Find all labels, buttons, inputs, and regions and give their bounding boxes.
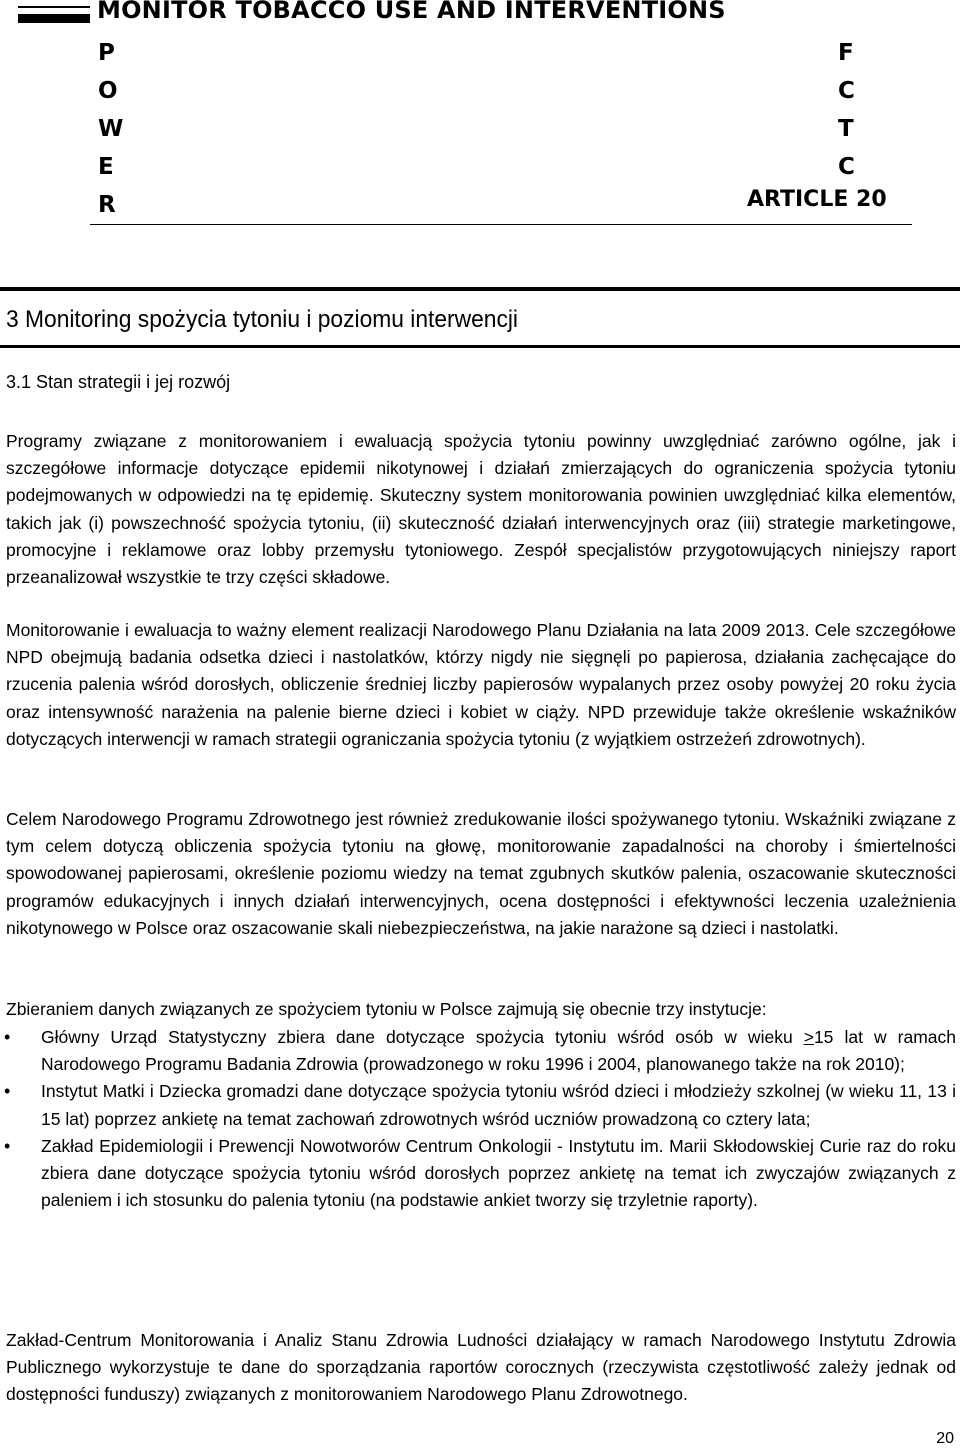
banner-title: MONITOR TOBACCO USE AND INTERVENTIONS [97,0,726,24]
section-rule-bottom [0,345,960,348]
list-item-text: Główny Urząd Statystyczny zbiera dane dotyczące spożycia tytoniu wśród osób w wieku [41,1027,804,1047]
bullet-icon: • [4,1081,11,1102]
article-label: ARTICLE 20 [747,187,887,212]
power-letter: R [98,192,116,218]
bullet-icon: • [4,1027,11,1047]
power-letter: W [98,116,124,142]
power-letter: P [98,40,115,66]
list-item [0,1024,956,1078]
paragraph-3: Celem Narodowego Programu Zdrowotnego jest również zredukowanie ilości spożywanego tytoniu. Wskaźniki związane z tym celem dotyczą obliczenia spożycia tytoniu na głowę, monitorowanie zapadalności na choroby i śmiertelności spowodowanej papierosami, określenie poziomu wiedzy na temat zgubnych skutków palenia, oszacowanie skuteczności programów edukacyjnych i innych działań interwencyjnych, ocena dostępności i efektywności leczenia uzależnienia nikotynowego w Polsce oraz oszacowanie skali niebezpieczeństwa, na jakie narażone są dzieci i nastolatki. [6,809,956,938]
fctc-acronym [838,34,855,186]
header-rule-top [18,6,90,8]
list-item [0,1133,956,1215]
fctc-letter: T [838,116,854,142]
list-item-text: 15 lat w ramach Narodowego Programu Badania Zdrowia (prowadzonego w roku 1996 i 2004, planowanego także na rok 2010); [41,1027,956,1075]
fctc-letter: F [838,40,854,66]
fctc-letter: C [838,78,855,104]
paragraph-4: Zbieraniem danych związanych ze spożyciem tytoniu w Polsce zajmują się obecnie trzy instytucje: [6,999,767,1019]
list-item-text: Instytut Matki i Dziecka gromadzi dane dotyczące spożycia tytoniu wśród dzieci i młodzieży szkolnej (w wieku 11, 13 i 15 lat) poprzez ankietę na temat zachowań zdrowotnych wśród uczniów prowadzoną co cztery lata; [41,1081,956,1129]
power-acronym [98,34,123,224]
paragraph-5: Zakład-Centrum Monitorowania i Analiz Stanu Zdrowia Ludności działający w ramach Narodowego Instytutu Zdrowia Publicznego wykorzystuje te dane do sporządzania raportów corocznych (rzeczywista częstotliwość zależy jednak od dostępności funduszy) związanych z monitorowaniem Narodowego Planu Zdrowotnego. [6,1330,956,1405]
fctc-letter: C [838,154,855,180]
header-underline [90,224,912,225]
section-heading: 3 Monitoring spożycia tytoniu i poziomu interwencji [6,306,518,333]
paragraph-2: Monitorowanie i ewaluacja to ważny element realizacji Narodowego Planu Działania na lata 2009 2013. Cele szczegółowe NPD obejmują badania odsetka dzieci i nastolatków, którzy nigdy nie sięgnęli po papierosa, działania zachęcające do rzucenia palenia wśród dorosłych, obliczenie średniej liczby papierosów wypalanych przez osoby powyżej 20 roku życia oraz intensywność narażenia na palenie bierne dzieci i kobiet w ciąży. NPD przewiduje także określenie wskaźników dotyczących interwencji w ramach strategii ograniczania spożycia tytoniu (z wyjątkiem ostrzeżeń zdrowotnych). [6,620,956,749]
header-rule-bar [18,14,90,23]
power-letter: E [98,154,114,180]
list-item-symbol: > [803,1027,814,1047]
list-item-text: Zakład Epidemiologii i Prewencji Nowotworów Centrum Onkologii - Instytutu im. Marii Skłodowskiej Curie raz do roku zbiera dane dotyczące spożycia tytoniu wśród dorosłych poprzez ankietę na temat ich zwyczajów związanych z paleniem i ich stosunku do palenia tytoniu (na podstawie ankiet tworzy się trzyletnie raporty). [41,1135,956,1211]
page-number: 20 [936,1430,954,1447]
power-letter: O [98,78,118,104]
bullet-icon: • [4,1135,11,1156]
subsection-heading: 3.1 Stan strategii i jej rozwój [6,372,231,392]
institutions-list [0,1024,956,1214]
paragraph-1: Programy związane z monitorowaniem i ewaluacją spożycia tytoniu powinny uwzględniać zarówno ogólne, jak i szczegółowe informacje dotyczące epidemii nikotynowej i działań zmierzających do ograniczenia spożycia tytoniu podejmowanych w odpowiedzi na tę epidemię. Skuteczny system monitorowania powinien uwzględniać kilka elementów, takich jak (i) powszechność spożycia tytoniu, (ii) skuteczność działań interwencyjnych oraz (iii) strategie marketingowe, promocyjne i reklamowe oraz lobby przemysłu tytoniowego. Zespół specjalistów przygotowujących niniejszy raport przeanalizował wszystkie te trzy części składowe. [6,431,956,588]
section-rule-top [0,287,960,291]
list-item [0,1078,956,1132]
